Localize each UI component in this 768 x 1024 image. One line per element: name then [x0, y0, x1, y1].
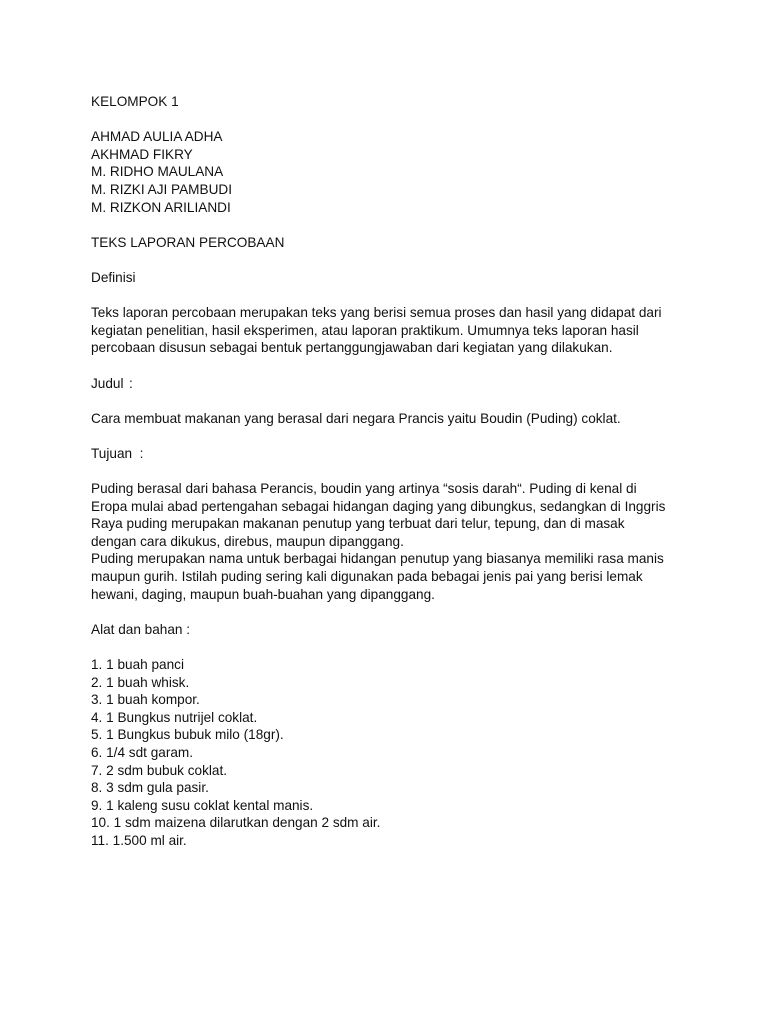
spacer — [91, 462, 691, 480]
list-item: 1. 1 buah panci — [91, 657, 184, 672]
member-name: AHMAD AULIA ADHA — [91, 129, 223, 145]
spacer — [91, 392, 691, 410]
spacer — [91, 427, 691, 445]
spacer — [91, 638, 691, 656]
member-name: AKHMAD FIKRY — [91, 146, 193, 162]
paragraph-line: Raya puding merupakan makanan penutup yang terbuat dari telur, tepung, dan di masak — [91, 516, 625, 532]
list-item: 6. 1/4 sdt garam. — [91, 744, 194, 760]
judul-colon: : — [129, 375, 133, 391]
list-item: 11. 1.500 ml air. — [91, 832, 187, 848]
spacer — [91, 287, 691, 305]
list-item: 9. 1 kaleng susu coklat kental manis. — [91, 797, 314, 813]
judul-label: Judul — [91, 375, 124, 391]
member-name: M. RIDHO MAULANA — [91, 164, 224, 180]
paragraph-line: Puding berasal dari bahasa Perancis, boudin yang artinya “sosis darah“. Puding di kenal di — [91, 481, 637, 497]
judul-text: Cara membuat makanan yang berasal dari negara Prancis yaitu Boudin (Puding) coklat. — [91, 410, 621, 426]
paragraph-line: hewani, daging, maupun buah-buahan yang dipanggang. — [91, 586, 435, 602]
paragraph-line: dengan cara dikukus, direbus, maupun dipanggang. — [91, 533, 404, 549]
list-item: 8. 3 sdm gula pasir. — [91, 780, 209, 796]
definition-heading: Definisi — [91, 269, 136, 285]
member-list — [91, 128, 691, 216]
paragraph-line: percobaan disusun sebagai bentuk pertanggungjawaban dari kegiatan yang dilakukan. — [91, 340, 613, 356]
tujuan-heading — [91, 445, 691, 463]
alat-heading: Alat dan bahan : — [91, 621, 191, 637]
spacer — [91, 216, 691, 234]
list-item: 2. 1 buah whisk. — [91, 674, 190, 690]
paragraph-line: Eropa mulai abad pertengahan sebagai hidangan daging yang dibungkus, sedangkan di Inggris — [91, 498, 666, 514]
spacer — [91, 111, 691, 129]
tujuan-paragraph — [91, 480, 691, 603]
list-item: 4. 1 Bungkus nutrijel coklat. — [91, 709, 258, 725]
spacer — [91, 251, 691, 269]
judul-heading — [91, 375, 691, 393]
tujuan-label: Tujuan — [91, 445, 133, 461]
spacer — [91, 603, 691, 621]
list-item: 5. 1 Bungkus bubuk milo (18gr). — [91, 727, 284, 743]
alat-list — [91, 656, 691, 850]
paragraph-line: Teks laporan percobaan merupakan teks yang berisi semua proses dan hasil yang didapat dari — [91, 305, 662, 321]
list-item: 3. 1 buah kompor. — [91, 692, 200, 708]
document-body — [91, 93, 691, 850]
list-item: 10. 1 sdm maizena dilarutkan dengan 2 sdm air. — [91, 815, 381, 831]
member-name: M. RIZKON ARILIANDI — [91, 199, 231, 215]
spacer — [91, 357, 691, 375]
paragraph-line: kegiatan penelitian, hasil eksperimen, atau laporan praktikum. Umumnya teks laporan hasil — [91, 322, 639, 338]
definition-paragraph — [91, 304, 691, 357]
paragraph-line: Puding merupakan nama untuk berbagai hidangan penutup yang biasanya memiliki rasa manis — [91, 551, 664, 567]
paragraph-line: maupun gurih. Istilah puding sering kali digunakan pada bebagai jenis pai yang berisi lemak — [91, 569, 643, 585]
group-label: KELOMPOK 1 — [91, 94, 179, 109]
list-item: 7. 2 sdm bubuk coklat. — [91, 762, 228, 778]
tujuan-colon: : — [139, 445, 144, 461]
member-name: M. RIZKI AJI PAMBUDI — [91, 181, 232, 197]
document-title: TEKS LAPORAN PERCOBAAN — [91, 234, 285, 250]
